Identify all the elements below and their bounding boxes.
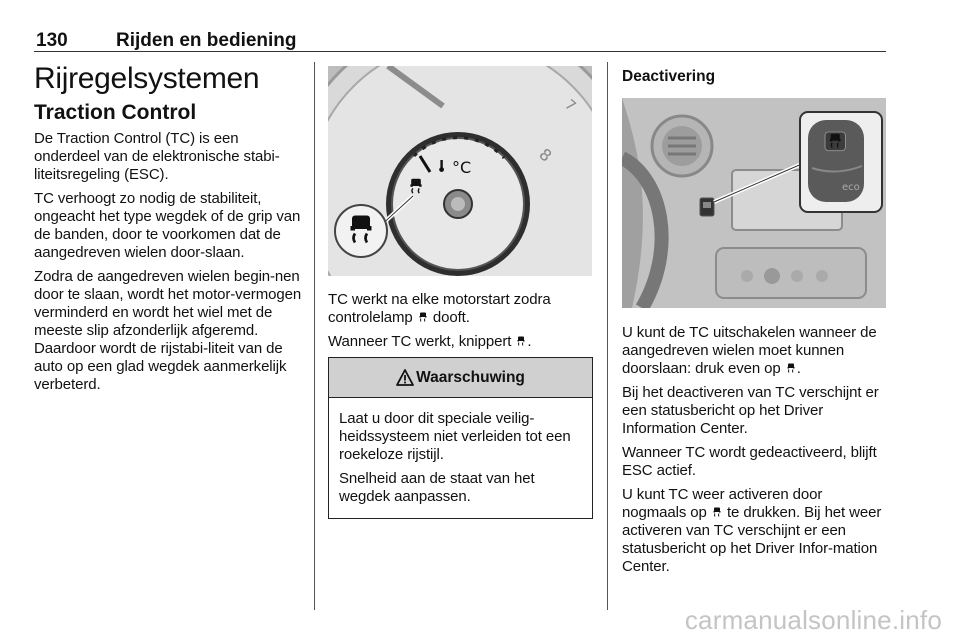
column-left: [34, 60, 302, 400]
page-number: 130: [36, 30, 68, 51]
warning-box: [328, 357, 593, 519]
text-run: .: [527, 333, 532, 350]
paragraph: [622, 486, 887, 576]
text-run: TC werkt na elke motorstart zodra controlelamp: [328, 291, 551, 326]
tcs-icon: [786, 363, 796, 374]
paragraph: [328, 291, 593, 327]
paragraph: De Traction Control (TC) is een onderdeel van de elektronische stabi-liteitsregeling (ESC).: [34, 130, 280, 183]
warning-header: [329, 358, 592, 398]
text-run: .: [796, 360, 801, 377]
column-middle: [328, 66, 593, 519]
subheading: Deactivering: [622, 68, 716, 85]
text-run: U kunt de TC uitschakelen wanneer de aangedreven wielen moet kunnen doorslaan: druk even op: [622, 324, 877, 377]
tcs-icon: [712, 507, 722, 518]
tc-off-button-icon: [825, 132, 845, 151]
tcs-icon: [418, 312, 428, 323]
gauge-label: °C: [452, 158, 472, 177]
warning-paragraph: Snelheid aan de staat van het wegdek aanpassen.: [339, 470, 535, 505]
warning-paragraph: Laat u door dit speciale veilig-heidssysteem niet verleiden tot een roekeloze rijstijl.: [339, 410, 571, 463]
paragraph: Bij het deactiveren van TC verschijnt er een statusbericht op het Driver Information Center.: [622, 384, 879, 437]
column-right: [622, 66, 887, 582]
text-run: te drukken. Bij het weer activeren van TC verschijnt er een statusbericht op het Driver Infor-mation Center.: [622, 504, 882, 575]
paragraph: Zodra de aangedreven wielen begin-nen door te slaan, wordt het motor-vermogen verminderd en wordt het wiel met de meeste slip afzonderlijk afgeremd. Daardoor wordt de rijstabi-liteit van de auto op een glad wegdek aanmerkelijk verbeterd.: [34, 268, 302, 393]
tcs-icon: [516, 336, 526, 347]
eco-button-label: eco: [842, 182, 860, 193]
chapter-title: Rijden en bediening: [116, 30, 297, 51]
text-run: U kunt TC weer activeren door nogmaals op: [622, 486, 823, 521]
warning-title: Waarschuwing: [416, 368, 525, 386]
paragraph: [622, 324, 887, 378]
section-title: Rijregelsystemen: [34, 62, 260, 95]
warning-body: [329, 398, 592, 518]
instrument-cluster-illustration: [328, 66, 592, 276]
watermark: carmanualsonline.info: [684, 605, 942, 635]
paragraph: Wanneer TC wordt gedeactiveerd, blijft ESC actief.: [622, 444, 877, 479]
warning-icon: [396, 369, 414, 386]
column-divider: [607, 62, 608, 610]
svg-text:7: 7: [561, 96, 579, 115]
paragraph: [328, 333, 593, 351]
text-run: Wanneer TC werkt, knippert: [328, 333, 512, 350]
subsection-title: Traction Control: [34, 101, 197, 124]
svg-text:8: 8: [535, 144, 556, 166]
page-header: [34, 30, 886, 52]
text-run: dooft.: [432, 309, 470, 326]
paragraph: TC verhoogt zo nodig de stabiliteit, ongeacht het type wegdek of de grip van de banden, door te voorkomen dat de aangedreven wielen door-slaan.: [34, 190, 301, 261]
column-divider: [314, 62, 315, 610]
dashboard-illustration: [622, 98, 886, 308]
